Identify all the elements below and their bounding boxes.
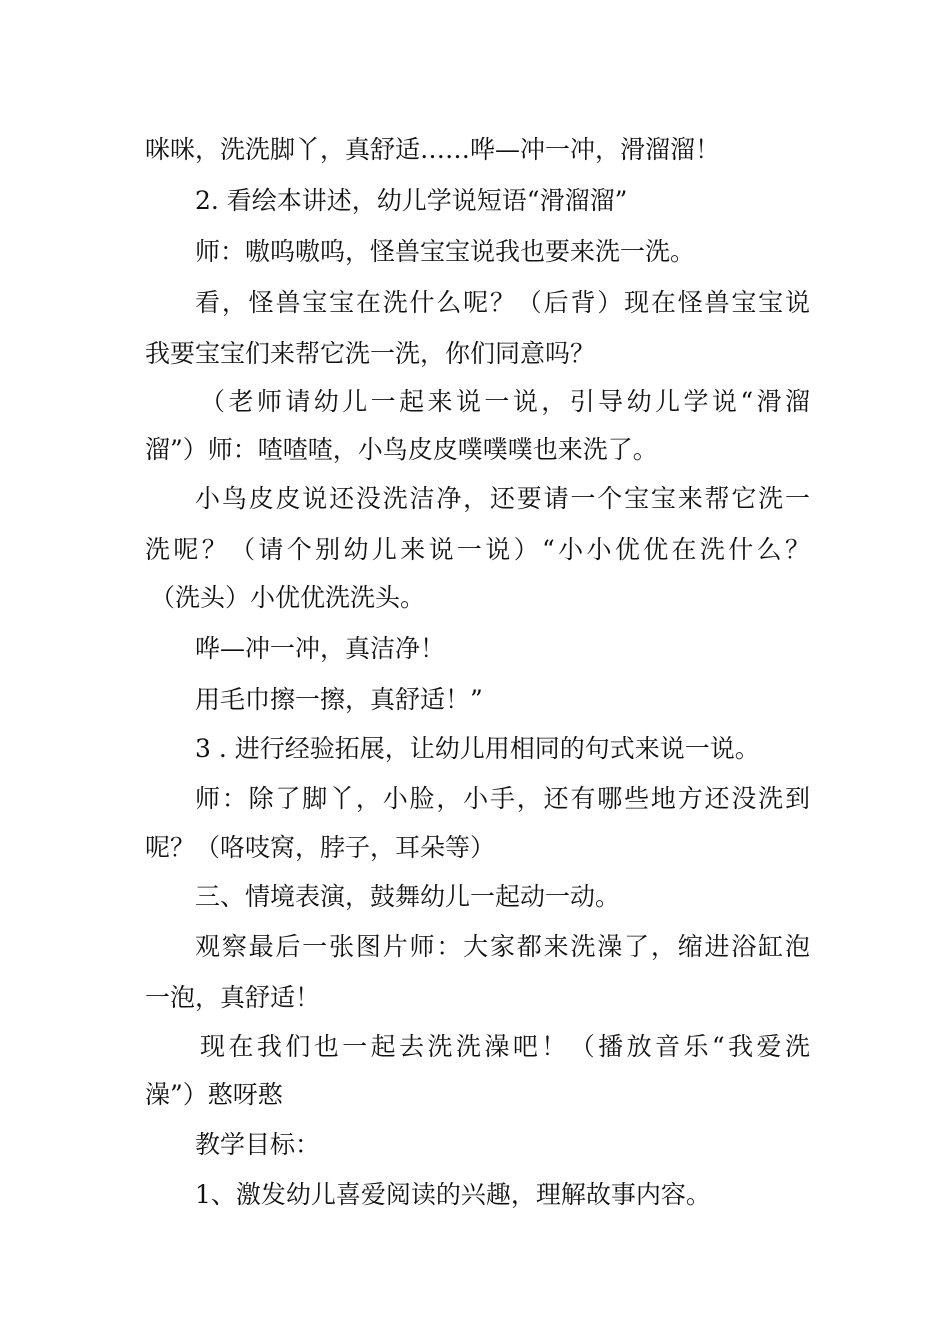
text-line: 师：嗷呜嗷呜，怪兽宝宝说我也要来洗一洗。: [195, 237, 696, 266]
text-line: 一泡，真舒适！: [145, 983, 321, 1012]
text-line: 呢？（咯吱窝，脖子，耳朵等）: [145, 833, 496, 862]
text-line: 我要宝宝们来帮它洗一洗，你们同意吗？: [145, 339, 596, 368]
text-line: （洗头）小优优洗洗头。: [150, 583, 426, 612]
section-heading: 3 . 进行经验拓展，让幼儿用相同的句式来说一说。: [195, 734, 760, 763]
text-line: 咪咪，洗洗脚丫，真舒适……哗—冲一冲，滑溜溜！: [145, 135, 721, 164]
section-heading: 三、情境表演，鼓舞幼儿一起动一动。: [195, 882, 621, 911]
text-line: 师：除了脚丫，小脸，小手，还有哪些地方还没洗到: [195, 784, 810, 813]
text-line: （老师请幼儿一起来说一说，引导幼儿学说“滑溜: [200, 387, 810, 416]
text-line: 溜”）师：喳喳喳，小鸟皮皮噗噗噗也来洗了。: [145, 435, 658, 464]
text-line: 现在我们也一起去洗洗澡吧！（播放音乐“我爱洗: [200, 1032, 810, 1061]
section-heading: 教学目标：: [195, 1130, 321, 1159]
text-line: 澡”）憨呀憨: [145, 1080, 283, 1109]
text-line: 观察最后一张图片师：大家都来洗澡了，缩进浴缸泡: [195, 932, 810, 961]
text-line: 小鸟皮皮说还没洗洁净，还要请一个宝宝来帮它洗一: [195, 484, 810, 513]
text-line: 哗—冲一冲，真洁净！: [195, 634, 446, 663]
section-heading: 2. 看绘本讲述，幼儿学说短语“滑溜溜”: [195, 186, 628, 215]
text-line: 看，怪兽宝宝在洗什么呢？（后背）现在怪兽宝宝说: [195, 288, 810, 317]
text-line: 用毛巾擦一擦，真舒适！”: [195, 685, 483, 714]
text-line: 洗呢？（请个别幼儿来说一说）“小小优优在洗什么？: [145, 535, 810, 564]
text-line: 1、激发幼儿喜爱阅读的兴趣，理解故事内容。: [195, 1180, 711, 1209]
